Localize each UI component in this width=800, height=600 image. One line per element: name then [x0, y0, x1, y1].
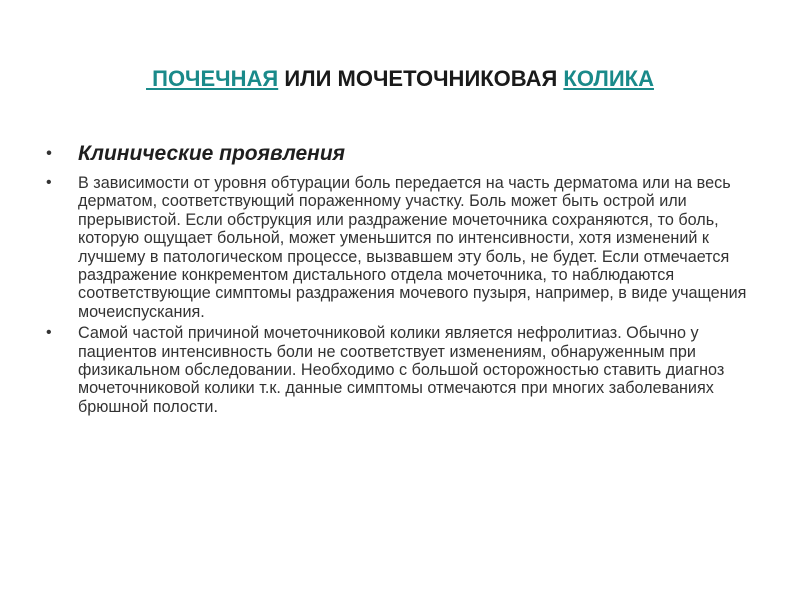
- section-heading: Клинические проявления: [78, 142, 346, 165]
- bullet-paragraph-2: [46, 324, 770, 416]
- bullet-heading: [46, 140, 770, 168]
- bullet-dot-icon: •: [46, 174, 52, 191]
- bullet-dot-icon: •: [46, 324, 52, 342]
- paragraph-text: Самой частой причиной мочеточниковой колики является нефролитиаз. Обычно у пациентов интенсивность боли не соответствует изменениям, обнаруженным при физикальном обследовании. Необходимо с большой осторожностью ставить диагноз мочеточниковой колики т.к. данные симптомы отмечаются при многих заболеваниях брюшной полости.: [78, 324, 725, 416]
- bullet-paragraph-1: [46, 174, 770, 321]
- title-link-pochechnaya[interactable]: ПОЧЕЧНАЯ: [146, 66, 279, 91]
- slide-title: [0, 66, 800, 92]
- title-link-kolika[interactable]: КОЛИКА: [563, 66, 654, 91]
- bullet-dot-icon: •: [46, 145, 52, 162]
- paragraph-text: В зависимости от уровня обтурации боль передается на часть дерматома или на весь дерматом, соответствующий пораженному участку. Боль может быть острой или прерывистой. Если обструкция или раздражение мочеточника сохраняются, то боль, которую ощущает больной, может уменьшится по интенсивности, хотя изменений к лучшему в патологическом процессе, вызвавшем эту боль, не будет. Если отмечается раздражение конкрементом дистального отдела мочеточника, то наблюдаются соответствующие симптомы раздражения мочевого пузыря, например, в виде учащения мочеиспускания.: [78, 174, 747, 321]
- bullet-list: [46, 140, 770, 419]
- title-middle-text: ИЛИ МОЧЕТОЧНИКОВАЯ: [278, 66, 564, 91]
